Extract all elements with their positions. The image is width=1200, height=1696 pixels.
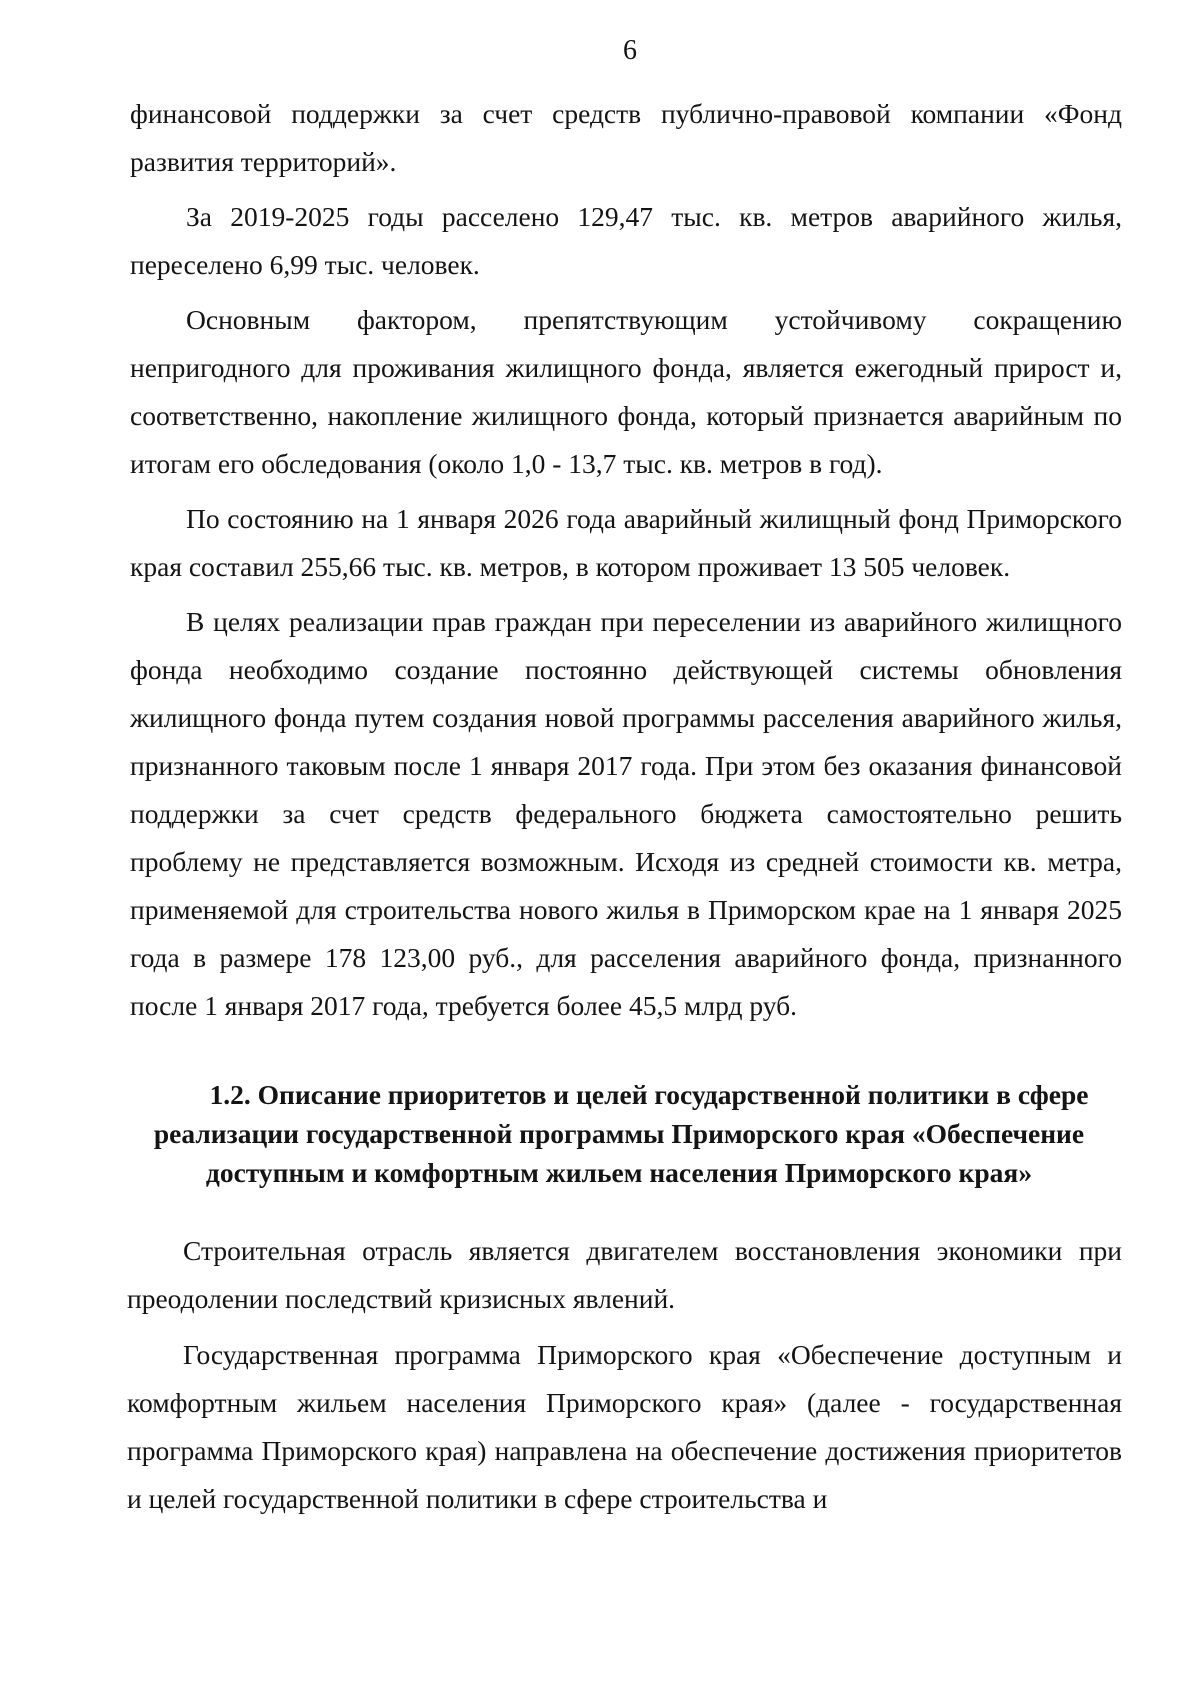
body-paragraph: финансовой поддержки за счет средств публично-правовой компании «Фонд развития территорий». bbox=[130, 98, 1122, 177]
page-number: 6 bbox=[623, 35, 637, 66]
body-paragraph: Основным фактором, препятствующим устойчивому сокращению непригодного для проживания жилищного фонда, является ежегодный прирост и, соответственно, накопление жилищного фонда, который признается аварийным по итогам его обследования (около 1,0 - 13,7 тыс. кв. метров в год). bbox=[130, 304, 1122, 479]
body-paragraph: По состоянию на 1 января 2026 года аварийный жилищный фонд Приморского края составил 255,66 тыс. кв. метров, в котором проживает 13 505 человек. bbox=[130, 503, 1122, 582]
section-paragraph: Строительная отрасль является двигателем восстановления экономики при преодолении последствий кризисных явлений. bbox=[127, 1235, 1122, 1314]
section-body bbox=[127, 1227, 1122, 1523]
section-heading: 1.2. Описание приоритетов и целей государственной политики в сфере реализации государственной программы Приморского края «Обеспечение доступным и комфортным жильем населения Приморского края» bbox=[153, 1079, 1089, 1188]
section-paragraph: Государственная программа Приморского края «Обеспечение доступным и комфортным жильем населения Приморского края» (далее - государственная программа Приморского края) направлена на обеспечение достижения приоритетов и целей государственной политики в сфере строительства и bbox=[127, 1339, 1122, 1514]
body-paragraph: За 2019-2025 годы расселено 129,47 тыс. кв. метров аварийного жилья, переселено 6,99 тыс. человек. bbox=[130, 201, 1122, 280]
document-body bbox=[127, 90, 1122, 1531]
body-paragraph: В целях реализации прав граждан при переселении из аварийного жилищного фонда необходимо создание постоянно действующей системы обновления жилищного фонда путем создания новой программы расселения аварийного жилья, признанного таковым после 1 января 2017 года. При этом без оказания финансовой поддержки за счет средств федерального бюджета самостоятельно решить проблему не представляется возможным. Исходя из средней стоимости кв. метра, применяемой для строительства нового жилья в Приморском крае на 1 января 2025 года в размере 178 123,00 руб., для расселения аварийного фонда, признанного после 1 января 2017 года, требуется более 45,5 млрд руб. bbox=[130, 606, 1122, 1021]
